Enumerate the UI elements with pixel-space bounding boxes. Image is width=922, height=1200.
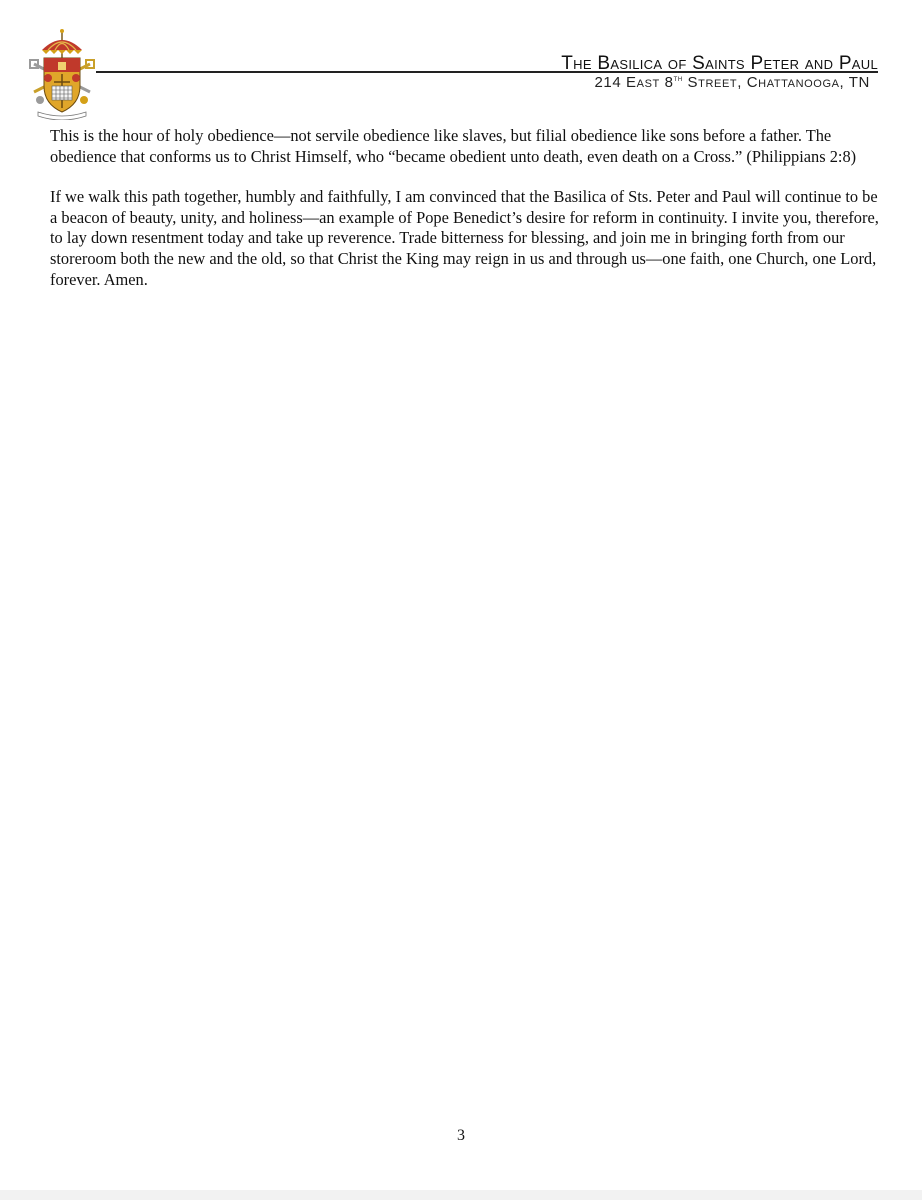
- body-content: [50, 126, 880, 310]
- page-bottom-edge: [0, 1190, 922, 1200]
- coat-of-arms-icon: [28, 28, 96, 120]
- header-title: The Basilica of Saints Peter and Paul: [561, 53, 878, 74]
- address-superscript: th: [673, 73, 683, 83]
- address-prefix: 214 East 8: [594, 74, 674, 91]
- paragraph: This is the hour of holy obedience—not servile obedience like slaves, but filial obedience like sons before a father. The obedience that conforms us to Christ Himself, who “became obedient unto death, even death on a Cross.” (Philippians 2:8): [50, 126, 857, 166]
- paragraph: If we walk this path together, humbly and faithfully, I am convinced that the Basilica of Sts. Peter and Paul will continue to be a beacon of beauty, unity, and holiness—an example of Pope Benedict’s desire for reform in continuity. I invite you, therefore, to lay down resentment today and take up reverence. Trade bitterness for blessing, and join me in bringing forth from our storeroom both the new and the old, so that Christ the King may reign in us and through us—one faith, one Church, one Lord, forever. Amen.: [50, 187, 879, 289]
- page-number: 3: [457, 1127, 465, 1144]
- address-suffix: Street, Chattanooga, TN: [682, 74, 870, 91]
- header-address: [594, 74, 870, 91]
